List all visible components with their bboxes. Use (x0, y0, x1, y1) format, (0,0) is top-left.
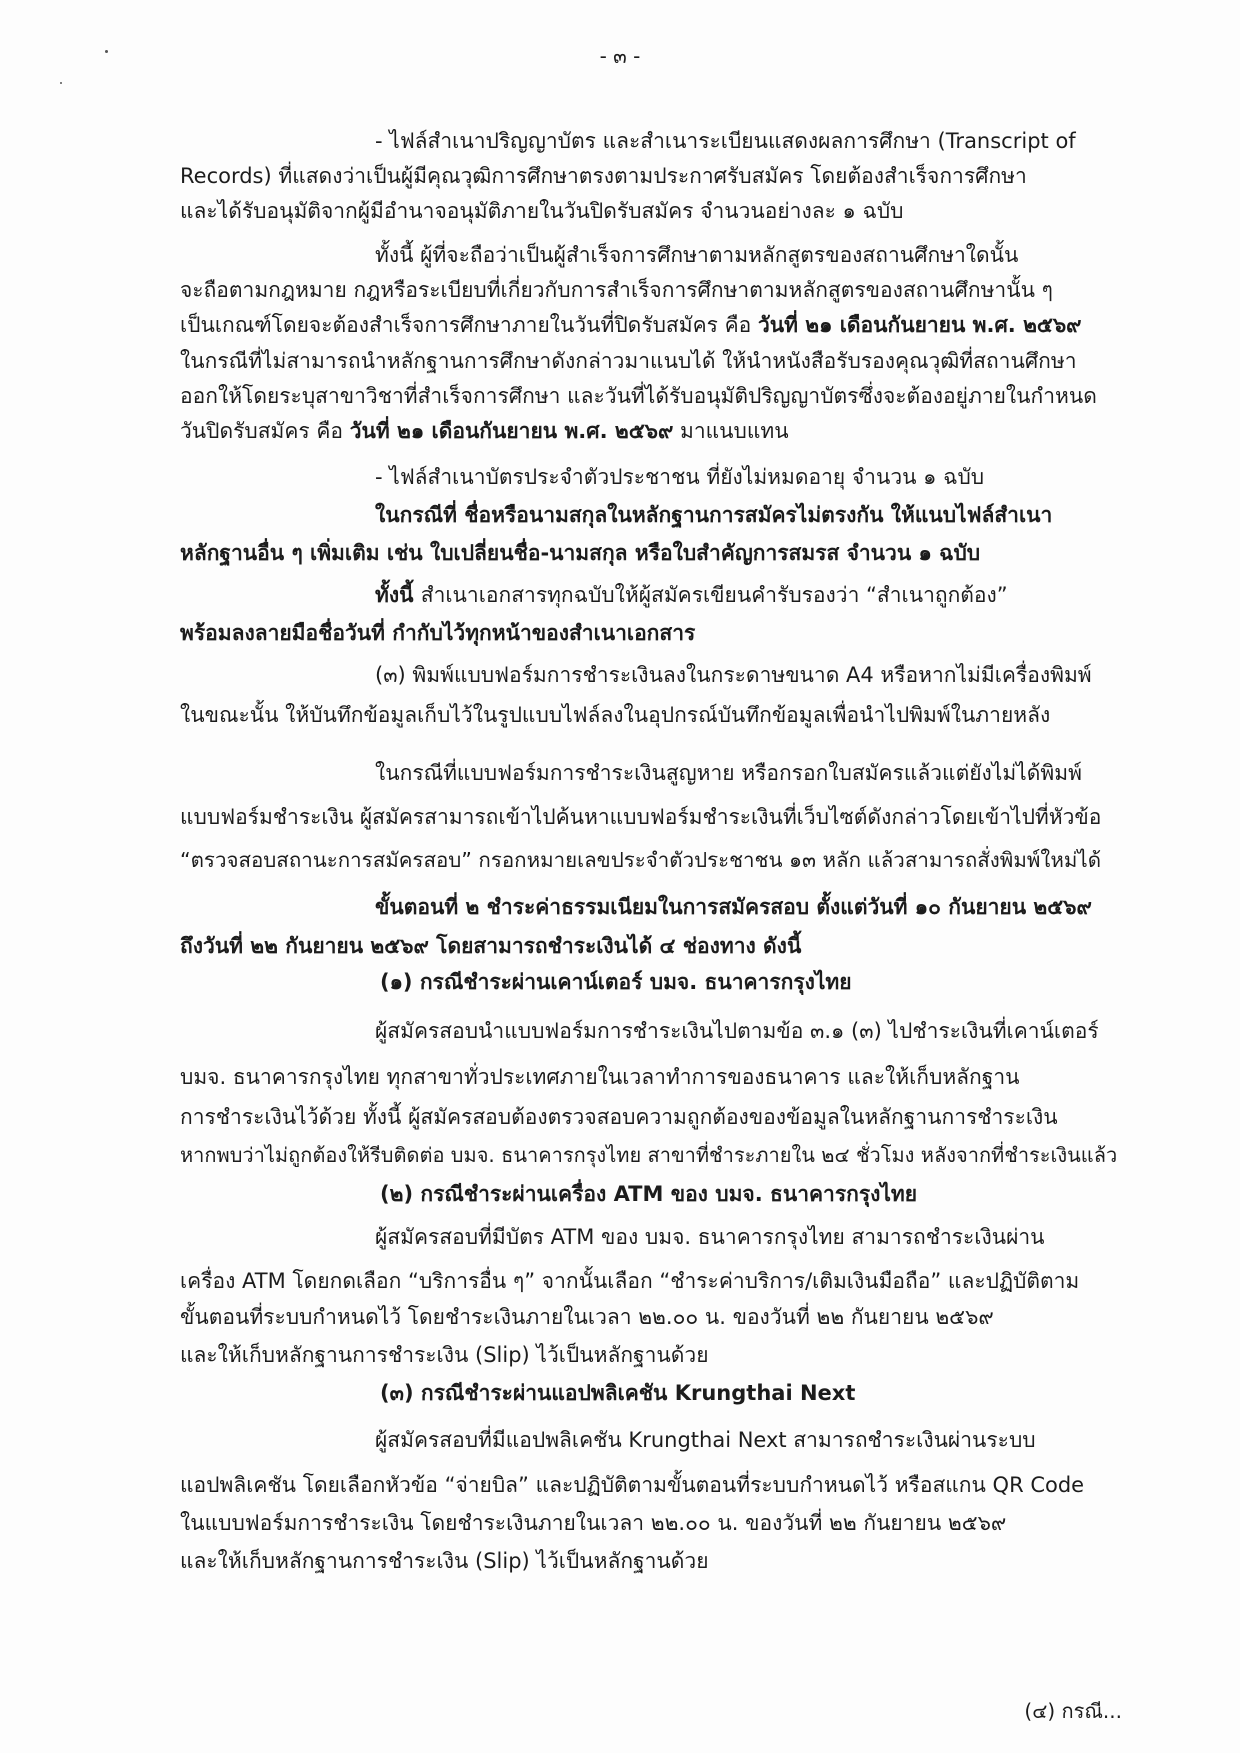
paragraph-line: ออกให้โดยระบุสาขาวิชาที่สำเร็จการศึกษา และวันที่ได้รับอนุมัติปริญญาบัตรซึ่งจะต้องอยู่ภายในกำหนด (180, 384, 1097, 408)
text-run: วันปิดรับสมัคร คือ (180, 419, 350, 443)
paragraph-line: Records) ที่แสดงว่าเป็นผู้มีคุณวุฒิการศึกษาตรงตามประกาศรับสมัคร โดยต้องสำเร็จการศึกษา (180, 164, 1027, 188)
paragraph-line: ขั้นตอนที่ระบบกำหนดไว้ โดยชำระเงินภายในเวลา ๒๒.๐๐ น. ของวันที่ ๒๒ กันยายน ๒๕๖๙ (180, 1305, 994, 1329)
step-heading: ขั้นตอนที่ ๒ ชำระค่าธรรมเนียมในการสมัครสอบ ตั้งแต่วันที่ ๑๐ กันยายน ๒๕๖๙ (375, 895, 1092, 919)
paragraph-line: ในแบบฟอร์มการชำระเงิน โดยชำระเงินภายในเวลา ๒๒.๐๐ น. ของวันที่ ๒๒ กันยายน ๒๕๖๙ (180, 1511, 1007, 1535)
paragraph-line: บมจ. ธนาคารกรุงไทย ทุกสาขาทั่วประเทศภายในเวลาทำการของธนาคาร และให้เก็บหลักฐาน (180, 1065, 1020, 1089)
paragraph-line: - ไฟล์สำเนาบัตรประจำตัวประชาชน ที่ยังไม่หมดอายุ จำนวน ๑ ฉบับ (375, 465, 985, 489)
section-heading: (๓) กรณีชำระผ่านแอปพลิเคชัน Krungthai Next (380, 1381, 856, 1405)
scan-speck (60, 82, 62, 84)
text-run: ทั้งนี้ (375, 583, 421, 607)
section-heading: (๒) กรณีชำระผ่านเครื่อง ATM ของ บมจ. ธนาคารกรุงไทย (380, 1182, 918, 1206)
paragraph-line: ในกรณีที่แบบฟอร์มการชำระเงินสูญหาย หรือกรอกใบสมัครแล้วแต่ยังไม่ได้พิมพ์ (375, 761, 1082, 785)
section-heading: (๑) กรณีชำระผ่านเคาน์เตอร์ บมจ. ธนาคารกรุงไทย (380, 970, 852, 994)
paragraph-line: จะถือตามกฎหมาย กฎหรือระเบียบที่เกี่ยวกับการสำเร็จการศึกษาตามหลักสูตรของสถานศึกษานั้น ๆ (180, 278, 1053, 302)
paragraph-line: เครื่อง ATM โดยกดเลือก “บริการอื่น ๆ” จากนั้นเลือก “ชำระค่าบริการ/เติมเงินมือถือ” และปฏิบัติตาม (180, 1269, 1080, 1293)
text-run: มาแนบแทน (673, 419, 789, 443)
paragraph-line (180, 580, 1120, 610)
paragraph-line: ทั้งนี้ ผู้ที่จะถือว่าเป็นผู้สำเร็จการศึกษาตามหลักสูตรของสถานศึกษาใดนั้น (375, 243, 1019, 267)
paragraph-line: พร้อมลงลายมือชื่อวันที่ กำกับไว้ทุกหน้าของสำเนาเอกสาร (180, 621, 696, 645)
page-number: - ๓ - (599, 44, 641, 68)
deadline-date: วันที่ ๒๑ เดือนกันยายน พ.ศ. ๒๕๖๙ (349, 419, 674, 443)
paragraph-line: แอปพลิเคชัน โดยเลือกหัวข้อ “จ่ายบิล” และปฏิบัติตามขั้นตอนที่ระบบกำหนดไว้ หรือสแกน QR Code (180, 1473, 1085, 1497)
paragraph-line (180, 310, 1120, 340)
paragraph-line: ในขณะนั้น ให้บันทึกข้อมูลเก็บไว้ในรูปแบบไฟล์ลงในอุปกรณ์บันทึกข้อมูลเพื่อนำไปพิมพ์ในภายหลัง (180, 703, 1051, 727)
paragraph-line: “ตรวจสอบสถานะการสมัครสอบ” กรอกหมายเลขประจำตัวประชาชน ๑๓ หลัก แล้วสามารถสั่งพิมพ์ใหม่ได้ (180, 848, 1102, 872)
paragraph-line: ในกรณีที่ ชื่อหรือนามสกุลในหลักฐานการสมัครไม่ตรงกัน ให้แนบไฟล์สำเนา (375, 503, 1053, 527)
paragraph-line: หากพบว่าไม่ถูกต้องให้รีบติดต่อ บมจ. ธนาคารกรุงไทย สาขาที่ชำระภายใน ๒๔ ชั่วโมง หลังจากที่ชำระเงินแล้ว (180, 1143, 1118, 1167)
text-run: เป็นเกณฑ์โดยจะต้องสำเร็จการศึกษาภายในวันที่ปิดรับสมัคร คือ (180, 313, 758, 337)
paragraph-line: ผู้สมัครสอบที่มีบัตร ATM ของ บมจ. ธนาคารกรุงไทย สามารถชำระเงินผ่าน (375, 1225, 1045, 1249)
paragraph-line: - ไฟล์สำเนาปริญญาบัตร และสำเนาระเบียนแสดงผลการศึกษา (Transcript of (375, 129, 1076, 153)
continuation-footer: (๔) กรณี... (1024, 1699, 1122, 1723)
paragraph-line: ในกรณีที่ไม่สามารถนำหลักฐานการศึกษาดังกล่าวมาแนบได้ ให้นำหนังสือรับรองคุณวุฒิที่สถานศึกษา (180, 349, 1077, 373)
paragraph-line: และได้รับอนุมัติจากผู้มีอำนาจอนุมัติภายในวันปิดรับสมัคร จำนวนอย่างละ ๑ ฉบับ (180, 199, 904, 223)
paragraph-line: แบบฟอร์มชำระเงิน ผู้สมัครสามารถเข้าไปค้นหาแบบฟอร์มชำระเงินที่เว็บไซต์ดังกล่าวโดยเข้าไปที่หัวข้อ (180, 805, 1102, 829)
step-heading: ถึงวันที่ ๒๒ กันยายน ๒๕๖๙ โดยสามารถชำระเงินได้ ๔ ช่องทาง ดังนี้ (180, 934, 802, 958)
paragraph-line: และให้เก็บหลักฐานการชำระเงิน (Slip) ไว้เป็นหลักฐานด้วย (180, 1549, 709, 1573)
deadline-date: วันที่ ๒๑ เดือนกันยายน พ.ศ. ๒๕๖๙ (757, 313, 1082, 337)
paragraph-line: ผู้สมัครสอบนำแบบฟอร์มการชำระเงินไปตามข้อ ๓.๑ (๓) ไปชำระเงินที่เคาน์เตอร์ (375, 1019, 1099, 1043)
paragraph-line (180, 416, 1120, 446)
paragraph-line: หลักฐานอื่น ๆ เพิ่มเติม เช่น ใบเปลี่ยนชื่อ-นามสกุล หรือใบสำคัญการสมรส จำนวน ๑ ฉบับ (180, 541, 981, 565)
paragraph-line: ผู้สมัครสอบที่มีแอปพลิเคชัน Krungthai Next สามารถชำระเงินผ่านระบบ (375, 1428, 1036, 1452)
paragraph-line: การชำระเงินไว้ด้วย ทั้งนี้ ผู้สมัครสอบต้องตรวจสอบความถูกต้องของข้อมูลในหลักฐานการชำระเงิน (180, 1105, 1058, 1129)
paragraph-line: (๓) พิมพ์แบบฟอร์มการชำระเงินลงในกระดาษขนาด A4 หรือหากไม่มีเครื่องพิมพ์ (375, 663, 1092, 687)
paragraph-line: และให้เก็บหลักฐานการชำระเงิน (Slip) ไว้เป็นหลักฐานด้วย (180, 1343, 709, 1367)
text-run: สำเนาเอกสารทุกฉบับให้ผู้สมัครเขียนคำรับรองว่า “สำเนาถูกต้อง” (420, 583, 1008, 607)
